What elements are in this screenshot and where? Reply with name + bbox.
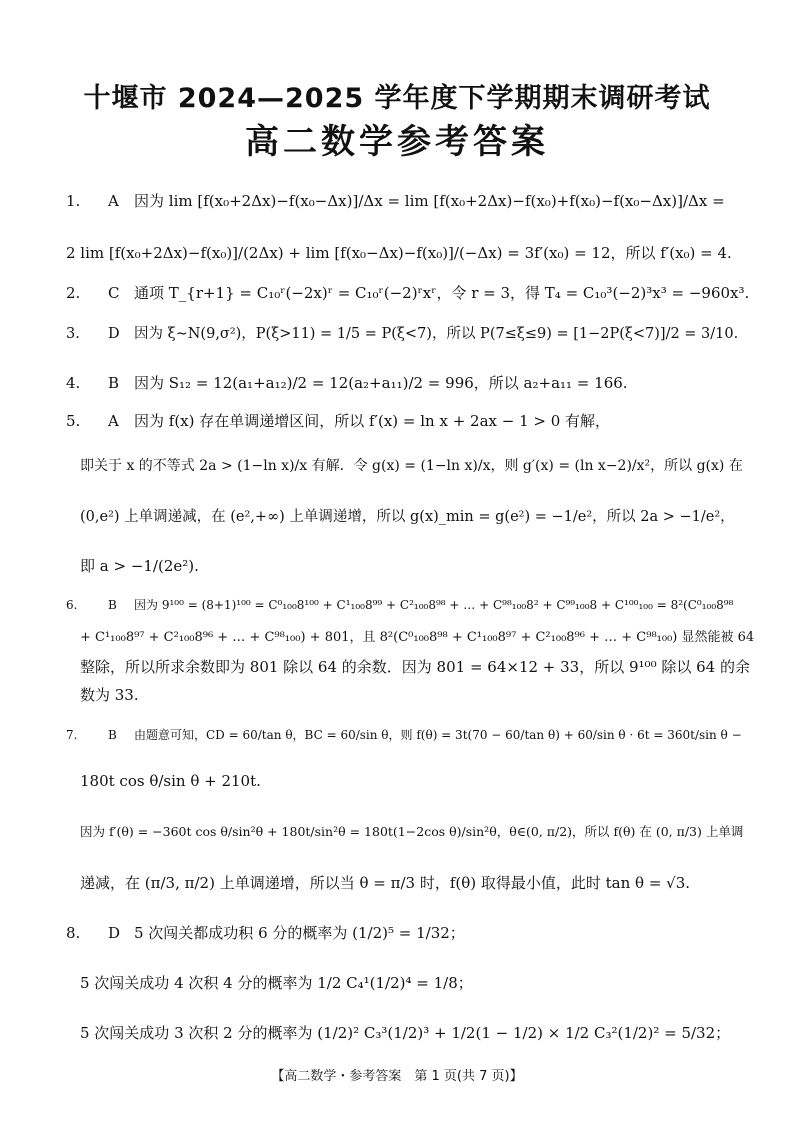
answer-6-line-2: + C¹₁₀₀8⁹⁷ + C²₁₀₀8⁹⁶ + … + C⁹⁸₁₀₀) + 801，且 8²(C⁰₁₀₀8⁹⁸ + C¹₁₀₀8⁹⁷ + C²₁₀₀8⁹⁶ + … + C⁹⁸₁₀₀) 显然能被 64: [80, 630, 755, 645]
answer-7-line-4: 递减，在 (π/3, π/2) 上单调递增，所以当 θ = π/3 时，f(θ) 取得最小值，此时 tan θ = √3.: [80, 874, 691, 892]
question-number: 7.: [66, 728, 78, 742]
question-number: 1.: [66, 192, 81, 210]
answer-key: A: [108, 192, 119, 210]
answer-key: D: [108, 924, 121, 942]
question-number: 6.: [66, 598, 78, 612]
answer-8-line-1: [66, 922, 736, 943]
answer-text: 由题意可知，CD = 60/tan θ，BC = 60/sin θ，则 f(θ) = 3t(70 − 60/tan θ) + 60/sin θ · 6t = 360t/sin θ −: [134, 728, 742, 742]
answer-5-line-3: (0,e²) 上单调递减，在 (e²,+∞) 上单调递增，所以 g(x)_min = g(e²) = −1/e²，所以 2a > −1/e²，: [80, 509, 735, 525]
answer-text: 因为 S₁₂ = 12(a₁+a₁₂)/2 = 12(a₂+a₁₁)/2 = 996，所以 a₂+a₁₁ = 166.: [134, 374, 628, 392]
answer-key: B: [108, 728, 117, 742]
question-number: 4.: [66, 374, 81, 392]
answer-7-line-1: [66, 726, 742, 743]
answer-key: B: [108, 598, 117, 612]
page-footer: 【高二数学・参考答案 第 1 页(共 7 页)】: [271, 1069, 523, 1084]
answer-8-line-2: 5 次闯关成功 4 次积 4 分的概率为 1/2 C₄¹(1/2)⁴ = 1/8；: [80, 974, 473, 992]
question-number: 3.: [66, 326, 80, 342]
answer-3-line-1: [66, 322, 739, 343]
exam-title: 十堰市 2024—2025 学年度下学期期末调研考试: [83, 83, 711, 114]
answer-key: B: [108, 374, 120, 392]
answer-1-line-1: [66, 190, 736, 211]
question-number: 8.: [66, 924, 81, 942]
question-number: 2.: [66, 284, 81, 302]
answer-key: D: [108, 326, 120, 342]
answer-text: 因为 f(x) 存在单调递增区间，所以 f′(x) = ln x + 2ax − 1 > 0 有解，: [134, 412, 611, 430]
answer-2-line-1: [66, 282, 750, 303]
answer-6-line-1: [66, 596, 736, 613]
answer-4-line-1: [66, 372, 736, 393]
answer-1-line-2: 2 lim [f(x₀+2Δx)−f(x₀)]/(2Δx) + lim [f(x₀−Δx)−f(x₀)]/(−Δx) = 3f′(x₀) = 12，所以 f′(x₀) = 4.: [66, 244, 732, 262]
answer-text: 5 次闯关都成功积 6 分的概率为 (1/2)⁵ = 1/32；: [134, 924, 465, 942]
question-number: 5.: [66, 412, 81, 430]
answer-5-line-2: 即关于 x 的不等式 2a > (1−ln x)/x 有解．令 g(x) = (1−ln x)/x，则 g′(x) = (ln x−2)/x²，所以 g(x) 在: [80, 458, 743, 474]
answer-5-line-1: [66, 410, 736, 431]
answer-7-line-3: 因为 f′(θ) = −360t cos θ/sin²θ + 180t/sin²θ = 180t(1−2cos θ)/sin²θ，θ∈(0, π/2)，所以 f(θ) 在 (0, π/3) 上单调: [80, 824, 744, 839]
answer-6-line-4: 数为 33.: [80, 686, 139, 704]
document-subtitle: 高二数学参考答案: [245, 122, 549, 162]
answer-7-line-2: 180t cos θ/sin θ + 210t.: [80, 772, 261, 790]
answer-text: 通项 T_{r+1} = C₁₀ʳ(−2x)ʳ = C₁₀ʳ(−2)ʳxʳ，令 r = 3，得 T₄ = C₁₀³(−2)³x³ = −960x³.: [134, 284, 750, 302]
answer-key: A: [108, 412, 119, 430]
answer-text: 因为 9¹⁰⁰ = (8+1)¹⁰⁰ = C⁰₁₀₀8¹⁰⁰ + C¹₁₀₀8⁹⁹ + C²₁₀₀8⁹⁸ + … + C⁹⁸₁₀₀8² + C⁹⁹₁₀₀8 + C¹⁰⁰₁₀₀ = 8²(C⁰₁₀₀8⁹⁸: [134, 598, 734, 612]
answer-text: 因为 ξ∼N(9,σ²)，P(ξ>11) = 1/5 = P(ξ<7)，所以 P(7≤ξ≤9) = [1−2P(ξ<7)]/2 = 3/10.: [134, 326, 739, 342]
answer-8-line-3: 5 次闯关成功 3 次积 2 分的概率为 (1/2)² C₃³(1/2)³ + 1/2(1 − 1/2) × 1/2 C₃²(1/2)² = 5/32；: [80, 1024, 731, 1042]
answer-5-line-4: 即 a > −1/(2e²).: [80, 557, 199, 575]
answer-text: 因为 lim [f(x₀+2Δx)−f(x₀−Δx)]/Δx = lim [f(x₀+2Δx)−f(x₀)+f(x₀)−f(x₀−Δx)]/Δx =: [134, 192, 725, 210]
answer-key: C: [108, 284, 120, 302]
answer-6-line-3: 整除，所以所求余数即为 801 除以 64 的余数．因为 801 = 64×12 + 33，所以 9¹⁰⁰ 除以 64 的余: [80, 658, 750, 676]
